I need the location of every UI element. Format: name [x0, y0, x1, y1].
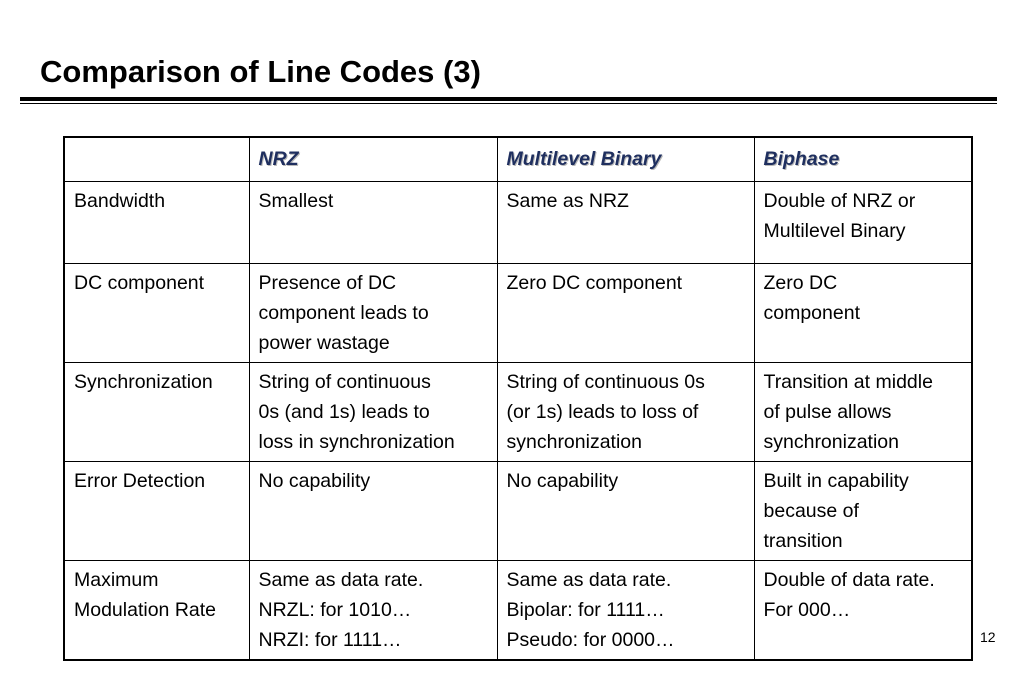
cell-line: Pseudo: for 0000…: [506, 629, 675, 651]
cell-line: Same as data rate.: [506, 569, 672, 591]
table-row-dc-component: [64, 264, 972, 363]
cell-biphase: [754, 363, 972, 462]
row-label: [64, 561, 249, 661]
cell-line: Presence of DC: [258, 272, 397, 294]
cell-line: synchronization: [506, 431, 642, 453]
cell-line: String of continuous 0s: [506, 371, 705, 393]
cell-line: Transition at middle: [763, 371, 933, 393]
table-row-bandwidth: [64, 182, 972, 264]
row-label-line: Modulation Rate: [74, 599, 217, 621]
row-label: [64, 182, 249, 264]
cell-line: Same as data rate.: [258, 569, 424, 591]
header-empty: [64, 137, 249, 182]
cell-line: For 000…: [763, 599, 851, 621]
title-divider-thin: [20, 103, 997, 104]
cell-multilevel: [497, 264, 754, 363]
cell-line: of pulse allows: [763, 401, 892, 423]
cell-line: because of: [763, 500, 859, 522]
row-label-text: DC component: [74, 272, 205, 294]
table-header-row: [64, 137, 972, 182]
cell-line: Multilevel Binary: [763, 220, 906, 242]
cell-nrz: [249, 561, 497, 661]
header-nrz: NRZ: [249, 137, 497, 182]
row-label-text: Bandwidth: [74, 190, 166, 212]
cell-biphase: [754, 182, 972, 264]
cell-biphase: [754, 264, 972, 363]
cell-line: power wastage: [258, 332, 390, 354]
row-label: [64, 462, 249, 561]
slide-title: Comparison of Line Codes (3): [40, 54, 481, 89]
row-label-text: Error Detection: [74, 470, 206, 492]
cell-line: Built in capability: [763, 470, 909, 492]
cell-biphase: [754, 462, 972, 561]
cell-line: Zero DC: [763, 272, 838, 294]
cell-biphase: [754, 561, 972, 661]
cell-line: 0s (and 1s) leads to: [258, 401, 430, 423]
cell-line: component leads to: [258, 302, 429, 324]
cell-text: Smallest: [258, 190, 334, 212]
cell-multilevel: [497, 561, 754, 661]
cell-line: NRZI: for 1111…: [258, 629, 402, 651]
cell-line: Bipolar: for 1111…: [506, 599, 665, 621]
cell-nrz: [249, 264, 497, 363]
cell-text: No capability: [258, 470, 371, 492]
cell-line: synchronization: [763, 431, 899, 453]
cell-multilevel: [497, 363, 754, 462]
header-biphase: Biphase: [754, 137, 972, 182]
cell-nrz: [249, 462, 497, 561]
page-number: 12: [980, 629, 996, 645]
cell-multilevel: [497, 462, 754, 561]
cell-nrz: [249, 363, 497, 462]
cell-nrz: [249, 182, 497, 264]
cell-line: component: [763, 302, 860, 324]
cell-line: Double of data rate.: [763, 569, 935, 591]
cell-line: NRZL: for 1010…: [258, 599, 412, 621]
cell-text: Zero DC component: [506, 272, 683, 294]
cell-line: loss in synchronization: [258, 431, 455, 453]
table-row-max-modulation-rate: [64, 561, 972, 661]
cell-line: transition: [763, 530, 843, 552]
header-multilevel-binary: Multilevel Binary: [497, 137, 754, 182]
row-label-line: Maximum: [74, 569, 159, 591]
row-label-text: Synchronization: [74, 371, 213, 393]
line-code-comparison-table: [63, 136, 973, 661]
title-divider-thick: [20, 97, 997, 101]
row-label: [64, 363, 249, 462]
table-row-synchronization: [64, 363, 972, 462]
cell-text: Same as NRZ: [506, 190, 629, 212]
cell-line: (or 1s) leads to loss of: [506, 401, 699, 423]
row-label: [64, 264, 249, 363]
cell-multilevel: [497, 182, 754, 264]
table-row-error-detection: [64, 462, 972, 561]
cell-text: No capability: [506, 470, 619, 492]
cell-line: String of continuous: [258, 371, 431, 393]
cell-line: Double of NRZ or: [763, 190, 916, 212]
